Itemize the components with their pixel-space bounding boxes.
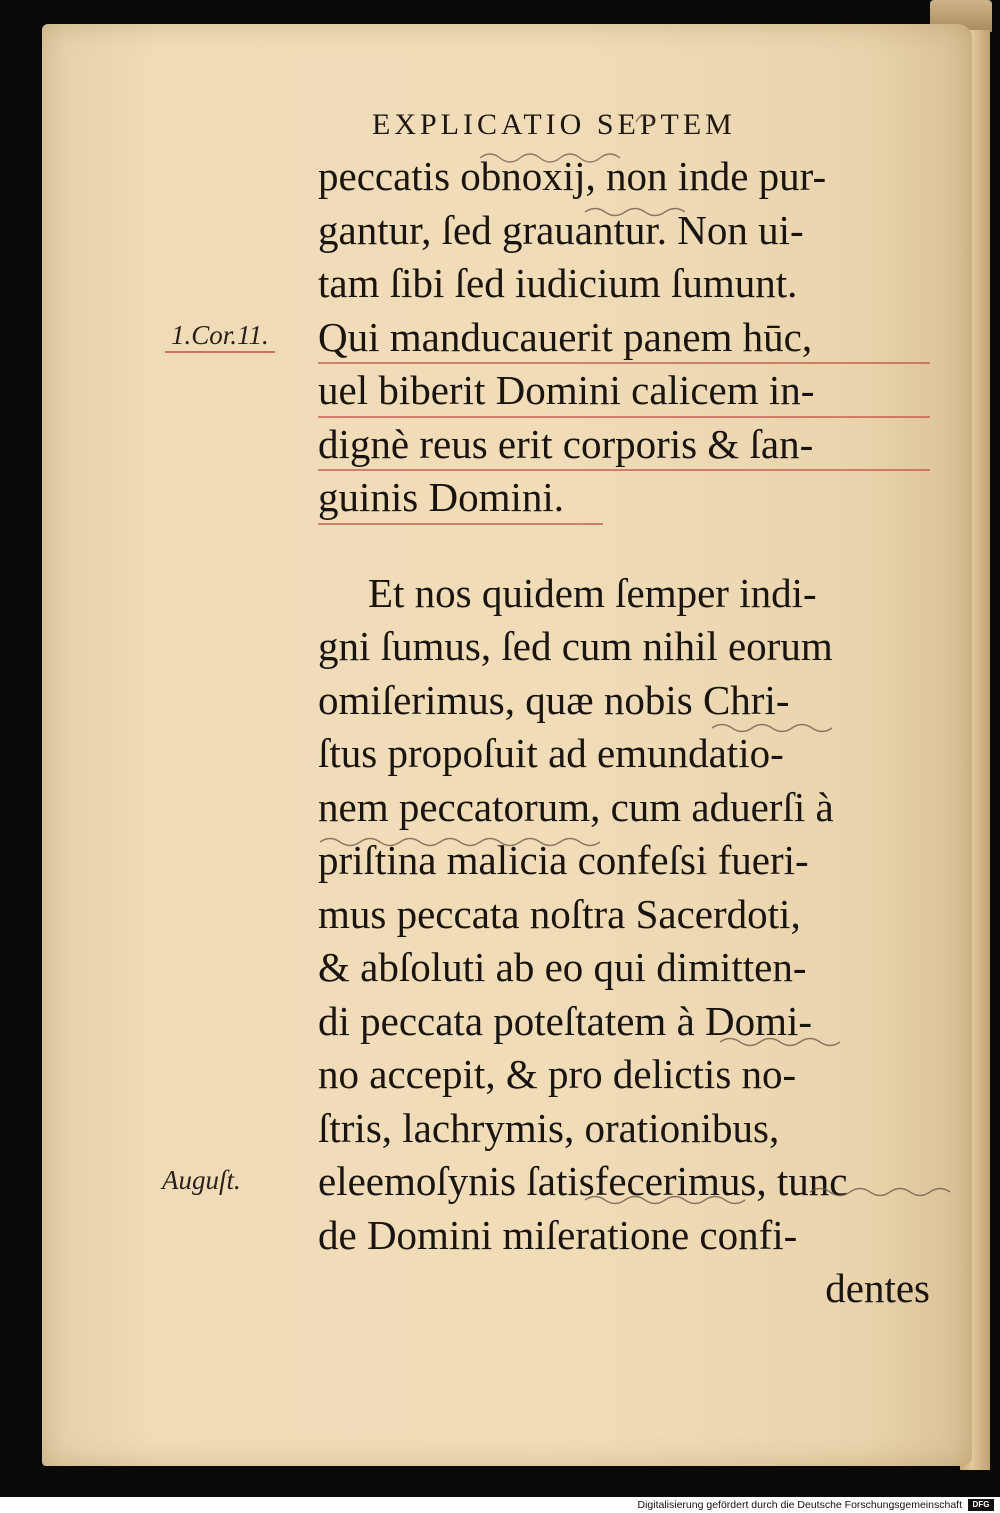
underlined-text-line: dignè reus erit corporis & ſan- <box>318 418 930 472</box>
margin-note-augustine: Auguſt. <box>162 1165 241 1195</box>
catchword: dentes <box>825 1265 930 1311</box>
text-line: Et nos quidem ſemper indi- <box>368 569 817 616</box>
underlined-text-line: uel biberit Domini calicem in- <box>318 364 930 418</box>
text-line: no accepit, & pro delictis no- <box>318 1051 797 1097</box>
text-line: gantur, ſed grauantur. Non ui- <box>318 206 804 253</box>
text-line: eleemoſynis ſatisfecerimus, tunc <box>318 1158 848 1204</box>
dfg-logo: DFG <box>968 1499 994 1511</box>
text-line: peccatis obnoxij, non inde pur- <box>318 153 827 199</box>
text-line: de Domini miſeratione confi- <box>318 1211 798 1258</box>
text-line: ſtris, lachrymis, orationibus, <box>318 1104 780 1151</box>
running-head: EXPLICATIO SEPTEM <box>372 108 736 141</box>
underlined-text-line: Qui manducauerit panem hūc, <box>318 311 930 365</box>
footer-bar <box>0 1497 1000 1513</box>
text-line: nem peccatorum, cum aduerſi à <box>318 783 834 830</box>
funding-notice: Digitalisierung gefördert durch die Deutsche Forschungsgemeinschaft <box>637 1499 962 1511</box>
text-line: tam ſibi ſed iudicium ſumunt. <box>318 260 798 306</box>
margin-note-corinthians: 1.Cor.11. <box>165 320 275 353</box>
underlined-text-line: guinis Domini. <box>318 471 603 525</box>
text-line: ſtus propoſuit ad emundatio- <box>318 730 784 776</box>
text-line: omiſerimus, quæ nobis Chri- <box>318 676 790 723</box>
text-line: gni ſumus, ſed cum nihil eorum <box>318 623 833 669</box>
text-line: & abſoluti ab eo qui dimitten- <box>318 944 807 990</box>
text-line: priſtina malicia confeſsi fueri- <box>318 837 809 883</box>
text-line: mus peccata noſtra Sacerdoti, <box>318 890 801 937</box>
text-line: di peccata poteſtatem à Domi- <box>318 997 813 1044</box>
